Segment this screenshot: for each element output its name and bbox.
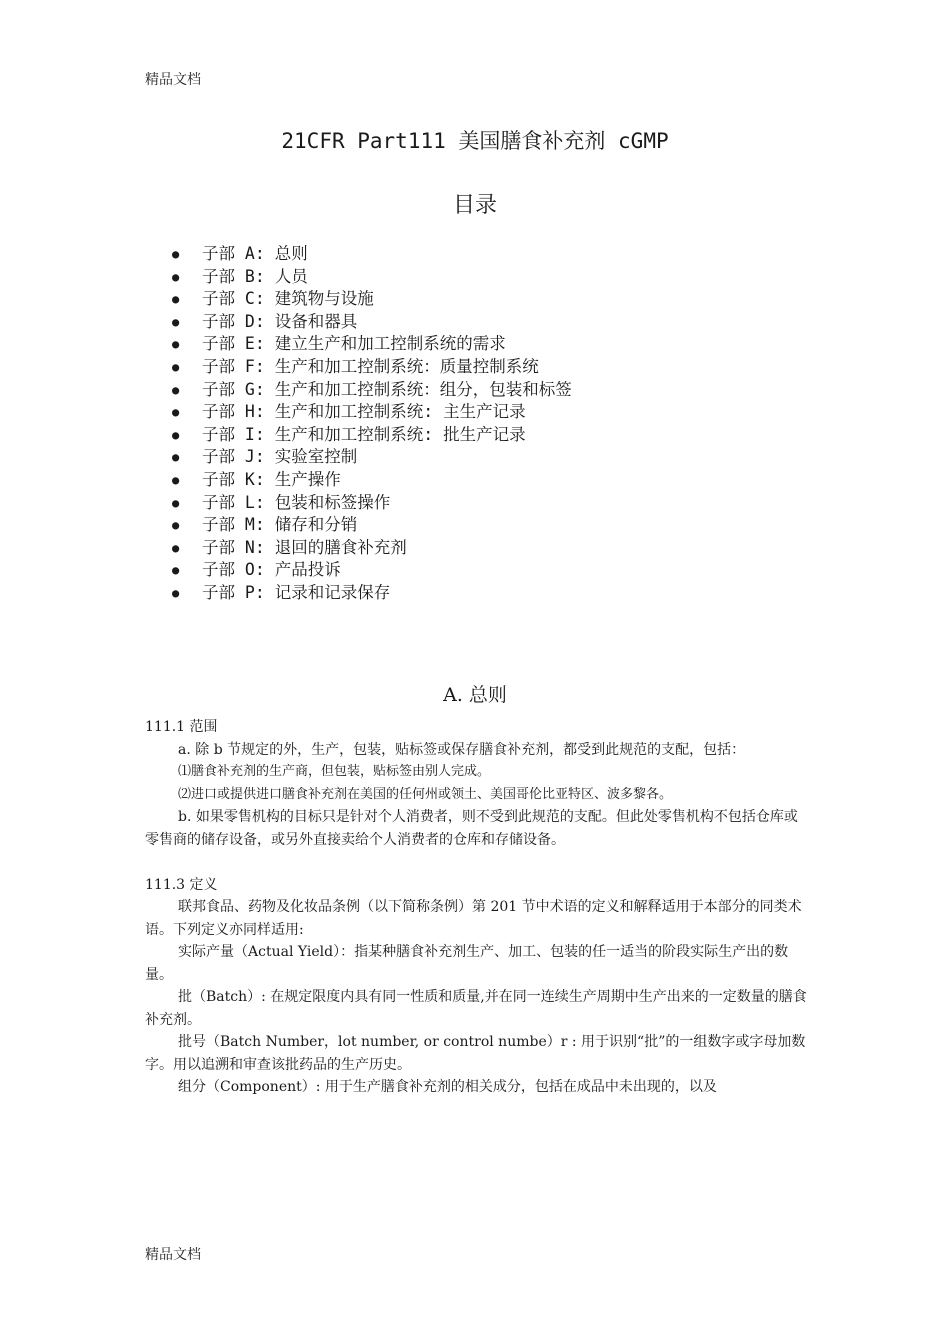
toc-item-label: 子部 D: 设备和器具 [202, 311, 358, 331]
bullet-icon: ● [172, 337, 180, 352]
toc-item-label: 子部 F: 生产和加工控制系统：质量控制系统 [202, 356, 539, 376]
section-body [145, 716, 807, 1099]
section-111-1-heading: 111.1 范围 [145, 719, 218, 735]
toc-item-f[interactable] [172, 356, 572, 379]
toc-item-label: 子部 A: 总则 [202, 244, 308, 263]
section-heading-general: A. 总则 [443, 684, 507, 706]
toc-item-m[interactable] [172, 514, 572, 537]
footer-watermark: 精品文档 [145, 1247, 201, 1263]
toc-item-label: 子部 H: 生产和加工控制系统: 主生产记录 [202, 402, 526, 422]
toc-item-n[interactable] [172, 537, 572, 560]
toc-item-label: 子部 K: 生产操作 [202, 469, 341, 489]
toc-item-g[interactable] [172, 379, 572, 402]
definition-batch-number: 批号（Batch Number，lot number, or control numbe）r : 用于识别“批”的一组数字或字母加数字。用以追溯和审查该批药品的生产历史。 [145, 1034, 806, 1073]
toc-item-h[interactable] [172, 401, 572, 424]
toc-item-label: 子部 O: 产品投诉 [202, 560, 341, 580]
bullet-icon: ● [172, 585, 180, 600]
toc-item-label: 子部 J: 实验室控制 [202, 447, 358, 467]
list-item-1: ⑴膳食补充剂的生产商，但包装，贴标签由别人完成。 [178, 764, 491, 779]
bullet-icon: ● [172, 382, 180, 397]
bullet-icon: ● [172, 247, 180, 261]
definition-component: 组分（Component）: 用于生产膳食补充剂的相关成分，包括在成品中未出现的，以及 [178, 1079, 717, 1095]
toc-title: 目录 [452, 193, 497, 218]
bullet-icon: ● [172, 359, 180, 374]
bullet-icon: ● [172, 450, 180, 465]
list-item-2: ⑵进口或提供进口膳食补充剂在美国的任何州或领土、美国哥伦比亚特区、波多黎各。 [178, 786, 673, 802]
bullet-icon: ● [172, 495, 180, 510]
toc-item-label: 子部 I: 生产和加工控制系统: 批生产记录 [202, 424, 526, 444]
definition-batch: 批（Batch）: 在规定限度内具有同一性质和质量,并在同一连续生产周期中生产出来的一定数量的膳食补充剂。 [145, 989, 807, 1028]
section-111-3-heading: 111.3 定义 [145, 876, 218, 893]
toc-item-label: 子部 P: 记录和记录保存 [202, 582, 391, 602]
toc-item-b[interactable] [172, 266, 572, 289]
paragraph-b: b. 如果零售机构的目标只是针对个人消费者，则不受到此规范的支配。但此处零售机构不包括仓库或零售商的储存设备，或另外直接卖给个人消费者的仓库和存储设备。 [145, 809, 798, 848]
toc-item-label: 子部 E: 建立生产和加工控制系统的需求 [202, 334, 506, 354]
toc-item-label: 子部 B: 人员 [202, 266, 308, 286]
header-watermark: 精品文档 [145, 72, 201, 88]
document-title: 21CFR Part111 美国膳食补充剂 cGMP [281, 129, 669, 153]
toc-item-l[interactable] [172, 492, 572, 515]
definition-actual-yield: 实际产量（Actual Yield）：指某种膳食补充剂生产、加工、包装的任一适当的阶段实际生产出的数量。 [145, 944, 789, 983]
bullet-icon: ● [172, 427, 180, 442]
paragraph-a: a. 除 b 节规定的外，生产，包装，贴标签或保存膳食补充剂，都受到此规范的支配，包括： [178, 741, 746, 758]
bullet-icon: ● [172, 269, 180, 284]
bullet-icon: ● [172, 518, 180, 533]
toc-item-label: 子部 G: 生产和加工控制系统：组分，包装和标签 [202, 379, 572, 399]
toc-item-label: 子部 M: 储存和分销 [202, 515, 358, 535]
bullet-icon: ● [172, 314, 180, 329]
toc-item-k[interactable] [172, 469, 572, 492]
bullet-icon: ● [172, 292, 180, 307]
toc-item-label: 子部 L: 包装和标签操作 [202, 492, 391, 512]
table-of-contents [172, 243, 572, 605]
bullet-icon: ● [172, 472, 180, 487]
toc-item-label: 子部 N: 退回的膳食补充剂 [202, 537, 407, 557]
toc-item-d[interactable] [172, 311, 572, 334]
toc-item-i[interactable] [172, 424, 572, 447]
toc-item-c[interactable] [172, 288, 572, 311]
spacer [145, 851, 807, 874]
toc-item-p[interactable] [172, 582, 572, 605]
toc-item-a[interactable] [172, 243, 572, 266]
toc-item-j[interactable] [172, 446, 572, 469]
definitions-intro: 联邦食品、药物及化妆品条例（以下简称条例）第 201 节中术语的定义和解释适用于本部分的同类术语。下列定义亦同样适用: [145, 899, 802, 938]
toc-item-o[interactable] [172, 559, 572, 582]
bullet-icon: ● [172, 563, 180, 578]
bullet-icon: ● [172, 540, 180, 555]
toc-item-e[interactable] [172, 333, 572, 356]
bullet-icon: ● [172, 405, 180, 420]
toc-item-label: 子部 C: 建筑物与设施 [202, 289, 374, 309]
